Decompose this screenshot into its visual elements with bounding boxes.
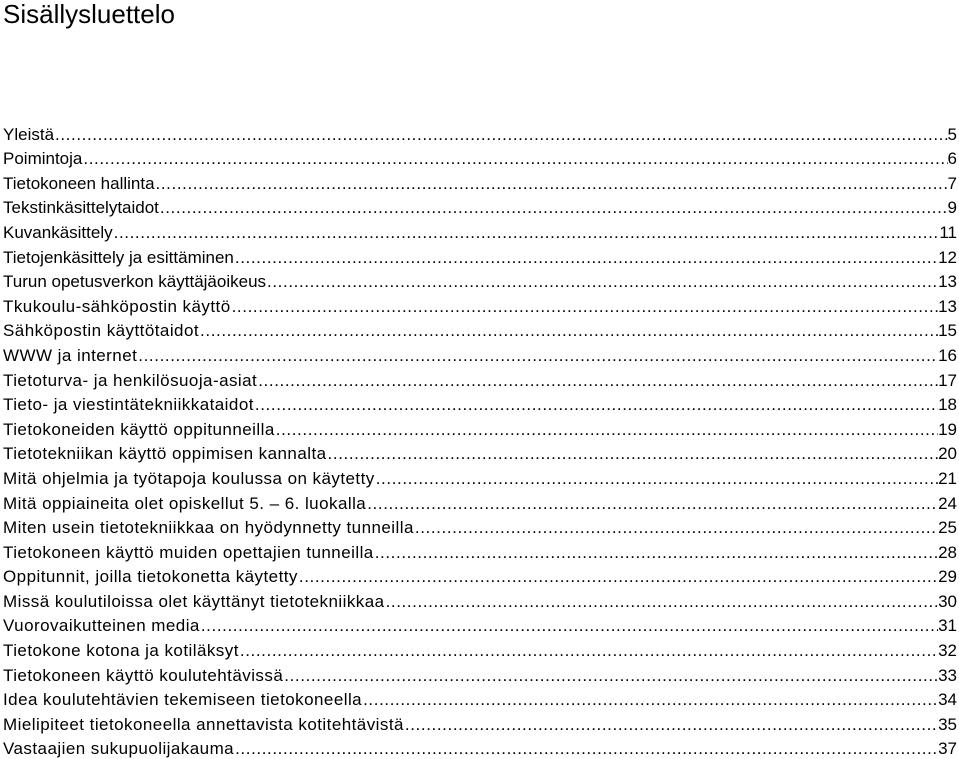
toc-entry-label: Vuorovaikutteinen media [3, 616, 200, 636]
toc-page-number: 9 [947, 198, 957, 218]
toc-page-number: 24 [938, 493, 957, 513]
toc-entry-label: Miten usein tietotekniikkaa on hyödynnetty tunneilla [3, 518, 414, 538]
toc-entry-label: Mitä oppiaineita olet opiskellut 5. – 6. luokalla [3, 493, 367, 513]
toc-dot-leader [298, 567, 938, 587]
toc-dot-leader [362, 690, 938, 710]
toc-entry-kayttajaoikeus[interactable] [3, 268, 959, 293]
toc-entry-label: Mitä ohjelmia ja työtapoja koulussa on käytetty [3, 468, 375, 488]
toc-page-number: 7 [947, 173, 957, 193]
toc-entry-label: Tietokoneen hallinta [3, 173, 155, 193]
toc-dot-leader [374, 543, 938, 563]
toc-dot-leader [266, 272, 938, 292]
toc-page-number: 20 [938, 444, 957, 464]
toc-entry-label: Tkukoulu-sähköpostin käyttö [3, 296, 231, 316]
toc-entry-mielipiteet[interactable] [3, 710, 959, 735]
toc-entry-poimintoja[interactable] [3, 145, 959, 170]
toc-page-number: 25 [938, 518, 957, 538]
toc-dot-leader [239, 641, 938, 661]
toc-entry-tietokoneen-hallinta[interactable] [3, 169, 959, 194]
toc-entry-yleista[interactable] [3, 120, 959, 145]
toc-entry-www-ja-internet[interactable] [3, 341, 959, 366]
toc-page-number: 19 [938, 419, 957, 439]
toc-entry-label: Missä koulutiloissa olet käyttänyt tietotekniikkaa [3, 591, 385, 611]
toc-dot-leader [414, 518, 938, 538]
toc-entry-label: Turun opetusverkon käyttäjäoikeus [3, 272, 267, 292]
toc-page-number: 21 [938, 468, 957, 488]
toc-dot-leader [234, 248, 938, 268]
toc-entry-tietojenkasittely[interactable] [3, 243, 959, 268]
toc-page-number: 16 [938, 345, 957, 365]
toc-page-number: 35 [938, 714, 957, 734]
toc-dot-leader [375, 469, 938, 489]
toc-page-number: 13 [938, 272, 957, 292]
toc-entry-kuvankasittely[interactable] [3, 218, 959, 243]
toc-page-number: 30 [938, 591, 957, 611]
toc-entry-tekstinkasittelytaidot[interactable] [3, 194, 959, 219]
toc-page-number: 15 [938, 321, 957, 341]
toc-entry-muiden-opettajien-tunnit[interactable] [3, 538, 959, 563]
toc-dot-leader [257, 371, 938, 391]
toc-page-number: 32 [938, 641, 957, 661]
toc-entry-oppitunnit[interactable] [3, 563, 959, 588]
toc-entry-label: Poimintoja [3, 149, 83, 169]
toc-page-number: 11 [939, 222, 957, 242]
toc-entry-tietokone-kotona[interactable] [3, 636, 959, 661]
toc-entry-label: Idea koulutehtävien tekemiseen tietokoneella [3, 690, 363, 710]
toc-entry-hyodyntamisen-tiheys[interactable] [3, 514, 959, 539]
toc-page-number: 17 [938, 370, 957, 390]
toc-dot-leader [155, 174, 948, 194]
toc-entry-label: Tieto- ja viestintätekniikkataidot [3, 395, 254, 415]
toc-entry-vuorovaikutteinen-media[interactable] [3, 612, 959, 637]
toc-page-number: 37 [938, 739, 957, 759]
toc-entry-label: Sähköpostin käyttötaidot [3, 321, 200, 341]
toc-page-number: 28 [938, 542, 957, 562]
toc-entry-koulutilat[interactable] [3, 587, 959, 612]
table-of-contents [3, 120, 959, 759]
toc-page-number: 13 [938, 296, 957, 316]
toc-page-number: 29 [938, 567, 957, 587]
toc-page-number: 33 [938, 665, 957, 685]
toc-entry-label: WWW ja internet [3, 345, 138, 365]
toc-dot-leader [283, 666, 938, 686]
toc-entry-koulutehtavat[interactable] [3, 661, 959, 686]
toc-entry-tietoturva[interactable] [3, 366, 959, 391]
toc-entry-label: Tekstinkäsittelytaidot [3, 198, 159, 218]
toc-dot-leader [404, 715, 938, 735]
toc-page-number: 5 [947, 124, 957, 144]
toc-dot-leader [254, 395, 938, 415]
toc-dot-leader [199, 321, 938, 341]
toc-page-number: 6 [947, 149, 957, 169]
toc-entry-sukupuolijakauma[interactable] [3, 735, 959, 759]
toc-dot-leader [366, 494, 938, 514]
toc-entry-tvt-taidot[interactable] [3, 391, 959, 416]
toc-entry-sahkopostin-kayttotaidot[interactable] [3, 317, 959, 342]
toc-dot-leader [385, 592, 939, 612]
toc-dot-leader [200, 616, 938, 636]
toc-entry-label: Tietokoneiden käyttö oppitunneilla [3, 419, 275, 439]
toc-entry-label: Tietokoneen käyttö muiden opettajien tunneilla [3, 542, 374, 562]
toc-page-number: 12 [938, 247, 957, 267]
page-title: Sisällysluettelo [3, 0, 175, 29]
toc-entry-label: Tietokoneen käyttö koulutehtävissä [3, 665, 284, 685]
toc-page-number: 31 [938, 616, 957, 636]
toc-entry-idea-koulutehtaviin[interactable] [3, 686, 959, 711]
toc-entry-label: Vastaajien sukupuolijakauma [3, 739, 235, 759]
toc-entry-label: Mielipiteet tietokoneella annettavista kotitehtävistä [3, 714, 404, 734]
toc-dot-leader [113, 223, 940, 243]
toc-dot-leader [231, 297, 938, 317]
toc-entry-label: Yleistä [3, 124, 55, 144]
toc-dot-leader [54, 125, 948, 145]
toc-entry-ohjelmat-ja-tyotavat[interactable] [3, 464, 959, 489]
toc-entry-label: Tietojenkäsittely ja esittäminen [3, 247, 234, 267]
toc-entry-label: Oppitunnit, joilla tietokonetta käytetty [3, 567, 298, 587]
toc-dot-leader [327, 444, 939, 464]
toc-dot-leader [137, 346, 938, 366]
toc-dot-leader [82, 149, 947, 169]
toc-entry-tkukoulu-sahkoposti[interactable] [3, 292, 959, 317]
toc-dot-leader [234, 739, 938, 759]
toc-entry-oppimisen-kannalta[interactable] [3, 440, 959, 465]
toc-entry-tietokoneiden-kaytto[interactable] [3, 415, 959, 440]
toc-page-number: 34 [938, 690, 957, 710]
toc-entry-label: Tietokone kotona ja kotiläksyt [3, 641, 239, 661]
toc-entry-label: Tietoturva- ja henkilösuoja-asiat [3, 370, 258, 390]
toc-entry-label: Tietotekniikan käyttö oppimisen kannalta [3, 444, 327, 464]
toc-page-number: 18 [938, 395, 957, 415]
toc-dot-leader [159, 198, 948, 218]
toc-dot-leader [275, 420, 938, 440]
toc-entry-label: Kuvankäsittely [3, 222, 113, 242]
toc-entry-oppiaineet[interactable] [3, 489, 959, 514]
